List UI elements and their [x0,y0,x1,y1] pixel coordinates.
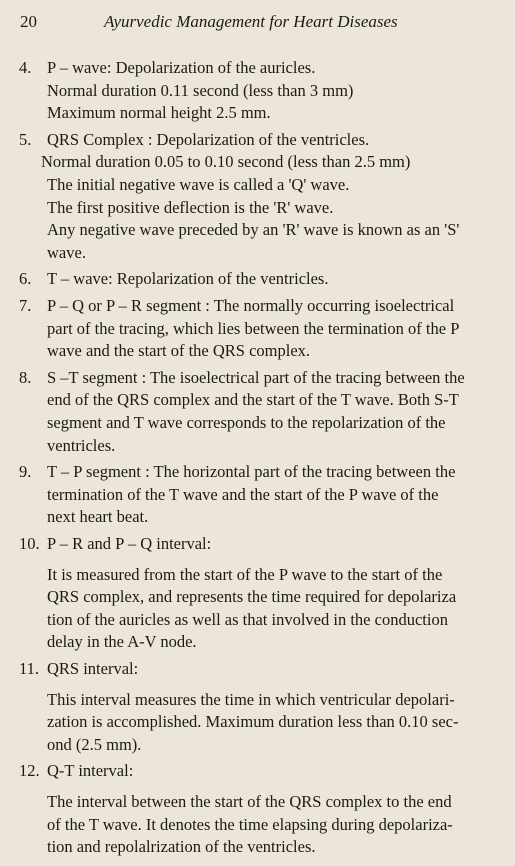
item-heading: QRS Complex : Depolarization of the ventricles. [47,129,370,149]
item-number: 8. [19,367,32,387]
item-heading: QRS interval: [47,659,139,678]
item-text-line: ond (2.5 mm). [47,734,142,754]
item-text-line: tion of the auricles as well as that involved in the conduction [47,609,448,629]
item-text-line: The initial negative wave is called a 'Q' wave. [47,175,350,194]
item-text-line: Any negative wave preceded by an 'R' wave is known as an 'S' [47,220,460,240]
item-text-line: zation is accomplished. Maximum duration less than 0.10 sec- [47,712,459,732]
item-number: 4. [19,58,32,77]
item-text-line: of the T wave. It denotes the time elapsing during depolariza- [47,814,453,834]
item-text-line: next heart beat. [47,507,149,527]
running-title: Ayurvedic Management for Heart Diseases [104,12,398,31]
item-text-line: The first positive deflection is the 'R' wave. [47,197,334,217]
item-number: 6. [19,269,32,289]
item-text-line: Maximum normal height 2.5 mm. [47,103,271,123]
item-number: 5. [19,129,32,149]
item-text-line: termination of the T wave and the start of the P wave of the [47,484,439,504]
item-text-line: part of the tracing, which lies between the termination of the P [47,318,460,338]
item-heading: Q-T interval: [47,761,134,781]
item-text-line: segment and T wave corresponds to the repolarization of the [47,413,446,432]
item-text-line: Normal duration 0.05 to 0.10 second (less than 2.5 mm) [41,152,411,172]
item-text-line: wave. [47,242,86,262]
item-number: 7. [19,296,32,315]
item-text-line: wave and the start of the QRS complex. [47,341,311,361]
page-header [0,12,515,38]
item-text-line: QRS complex, and represents the time required for depolariza [47,587,457,607]
item-heading: P – R and P – Q interval: [47,534,212,553]
item-text-line: The interval between the start of the QRS complex to the end [47,792,452,811]
item-heading: S –T segment : The isoelectrical part of the tracing between the [47,367,465,387]
item-number: 11. [19,659,40,678]
item-text-line: Normal duration 0.11 second (less than 3 mm) [47,80,354,100]
item-text-line: It is measured from the start of the P wave to the start of the [47,564,443,584]
item-heading: P – Q or P – R segment : The normally occurring isoelectrical [47,296,455,315]
item-number: 10. [19,534,40,553]
item-text-line: delay in the A-V node. [47,632,197,652]
item-heading: T – P segment : The horizontal part of the tracing between the [47,462,456,482]
item-heading: P – wave: Depolarization of the auricles. [47,58,316,77]
item-text-line: tion and repolalrization of the ventricles. [47,837,316,857]
item-text-line: end of the QRS complex and the start of the T wave. Both S-T [47,390,459,410]
item-heading: T – wave: Repolarization of the ventricles. [47,269,329,289]
page-number: 20 [20,12,37,31]
item-text-line: This interval measures the time in which ventricular depolari- [47,689,455,709]
item-number: 12. [19,761,40,781]
item-number: 9. [19,462,32,482]
item-text-line: ventricles. [47,435,116,455]
